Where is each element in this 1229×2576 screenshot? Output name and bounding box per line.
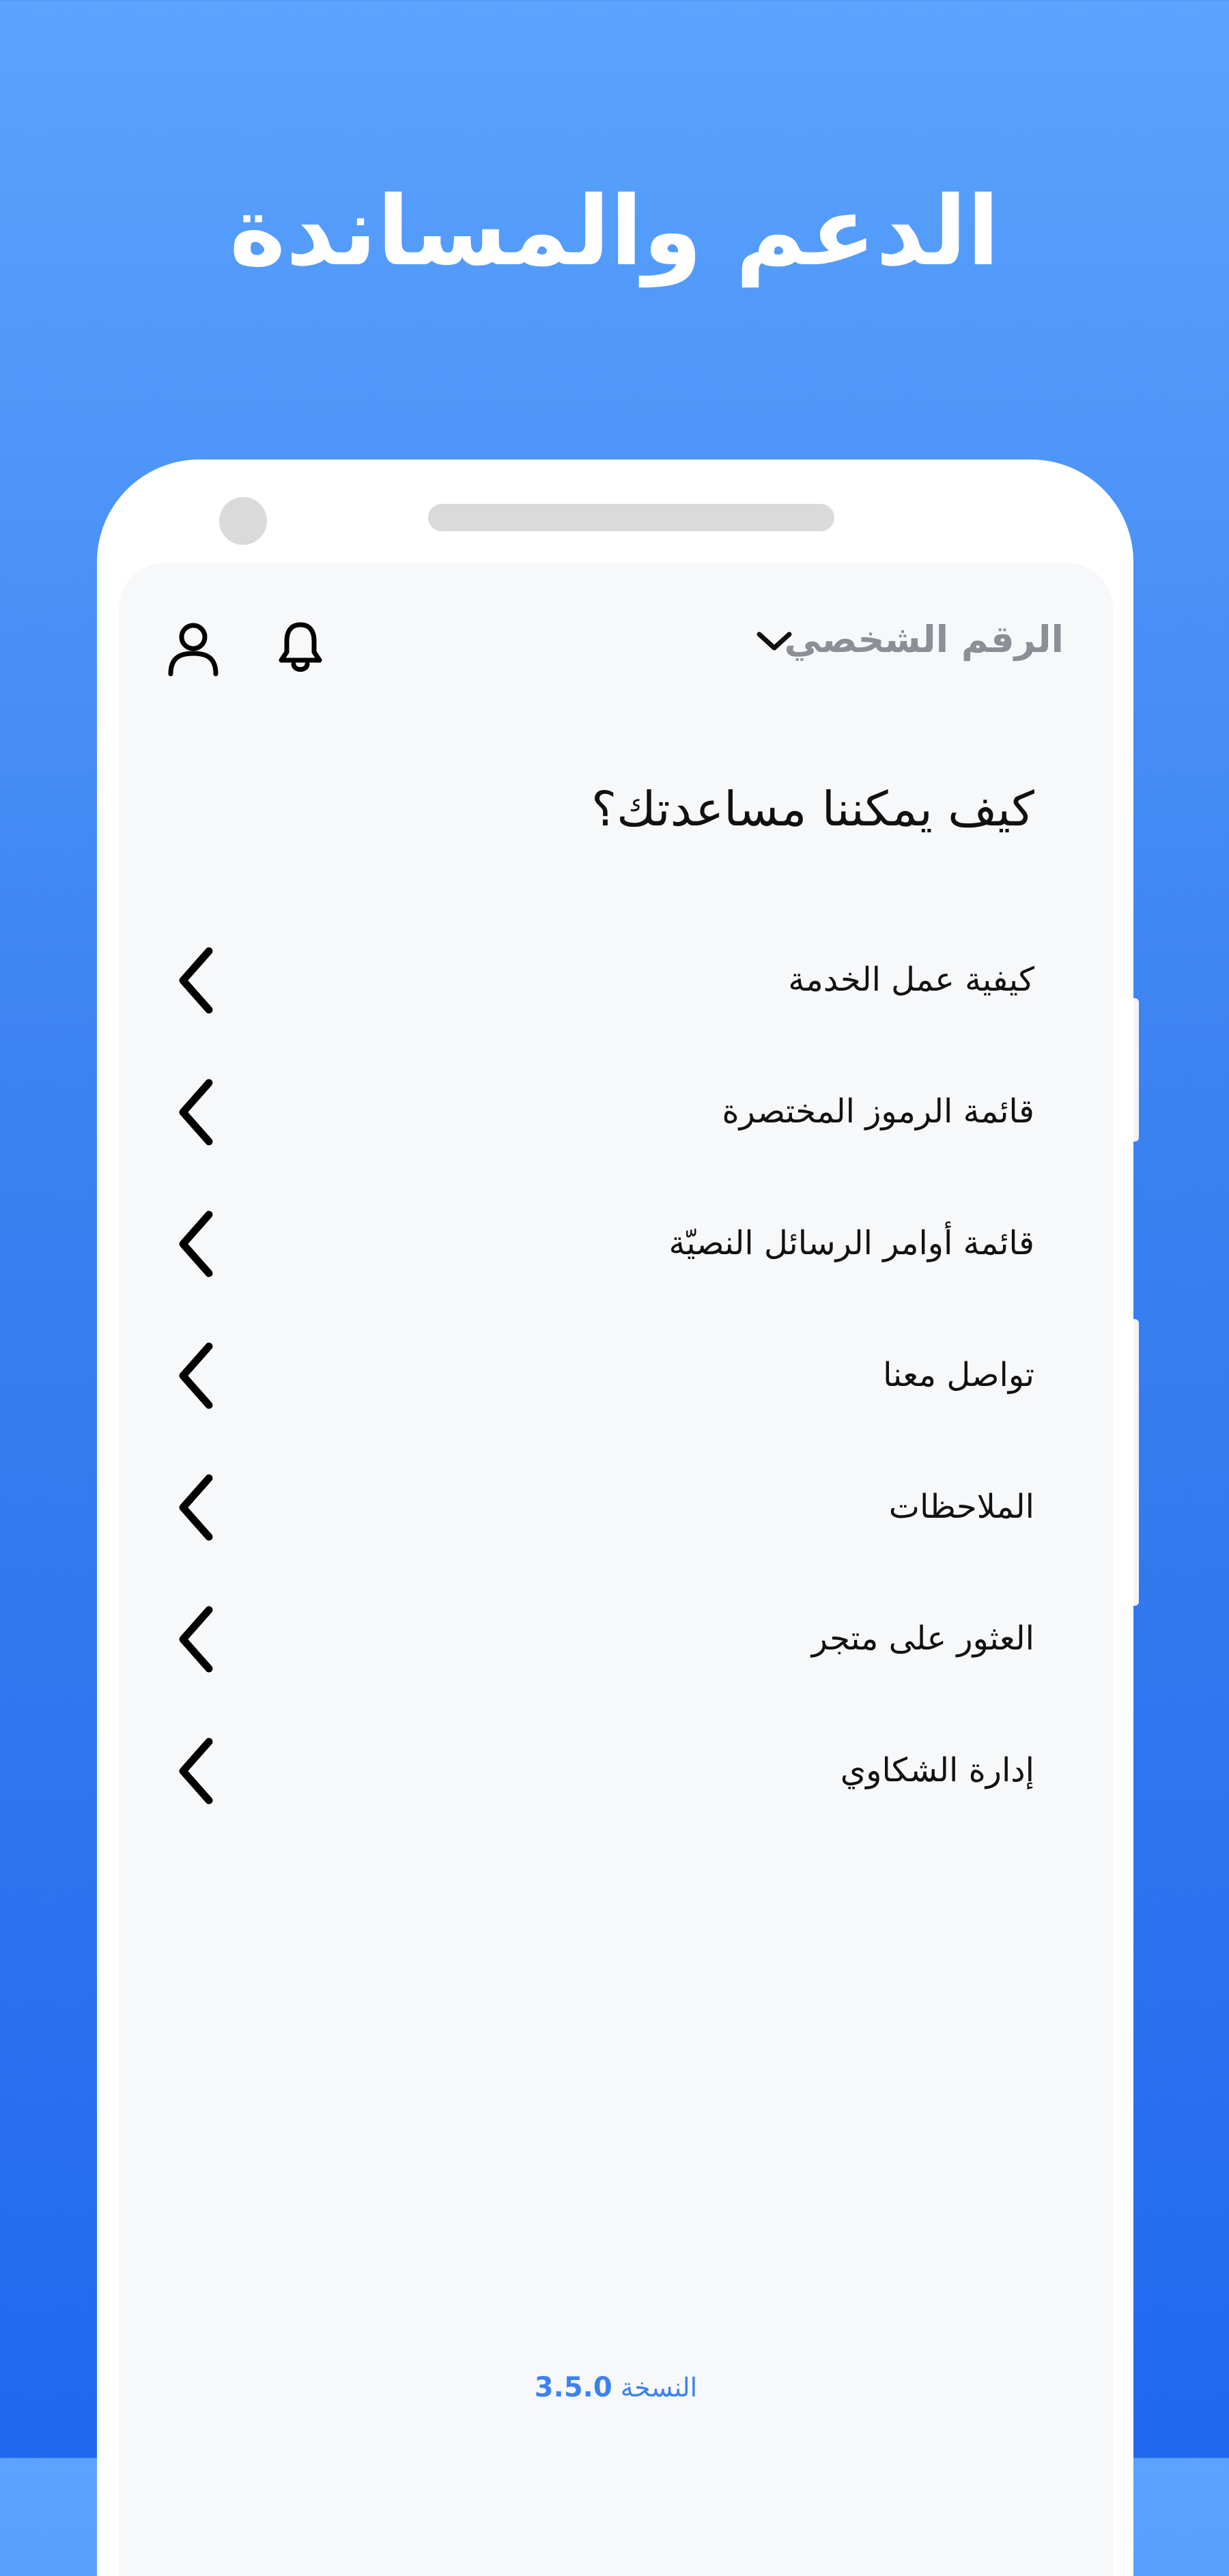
menu-item-label: قائمة الرموز المختصرة (722, 1092, 1034, 1131)
support-menu-list (119, 915, 1113, 1837)
id-dropdown-label[interactable]: الرقم الشخصي (784, 618, 1064, 661)
phone-camera (219, 497, 267, 545)
menu-item-label: العثور على متجر (811, 1619, 1034, 1658)
menu-item-label: تواصل معنا (883, 1356, 1034, 1394)
menu-item-complaints[interactable] (119, 1705, 1113, 1837)
menu-item-find-store[interactable] (119, 1574, 1113, 1705)
menu-item-label: الملاحظات (888, 1488, 1034, 1526)
app-screen (119, 563, 1113, 2576)
chevron-left-icon (173, 1471, 221, 1544)
version-label: النسخة (620, 2373, 698, 2403)
phone-frame (97, 459, 1133, 2576)
menu-item-shortcodes-list[interactable] (119, 1047, 1113, 1178)
help-heading: كيف يمكننا مساعدتك؟ (591, 781, 1034, 837)
app-version (119, 2367, 1113, 2408)
chevron-left-icon (173, 1076, 221, 1148)
menu-item-label: إدارة الشكاوي (840, 1751, 1034, 1789)
menu-item-label: كيفية عمل الخدمة (788, 961, 1034, 999)
chevron-left-icon (173, 944, 221, 1017)
user-icon[interactable] (164, 618, 223, 677)
chevron-left-icon (173, 1340, 221, 1412)
menu-item-feedback[interactable] (119, 1442, 1113, 1574)
menu-item-label: قائمة أوامر الرسائل النصيّة (668, 1224, 1034, 1262)
chevron-left-icon (173, 1208, 221, 1280)
version-number: 3.5.0 (534, 2372, 612, 2403)
menu-item-how-service-works[interactable] (119, 915, 1113, 1047)
menu-item-sms-commands[interactable] (119, 1178, 1113, 1310)
menu-item-contact-us[interactable] (119, 1310, 1113, 1442)
bell-icon[interactable] (276, 619, 325, 675)
promo-title: الدعم والمساندة (229, 176, 1000, 287)
chevron-left-icon (173, 1735, 221, 1807)
phone-speaker (428, 504, 834, 531)
chevron-left-icon (173, 1603, 221, 1675)
